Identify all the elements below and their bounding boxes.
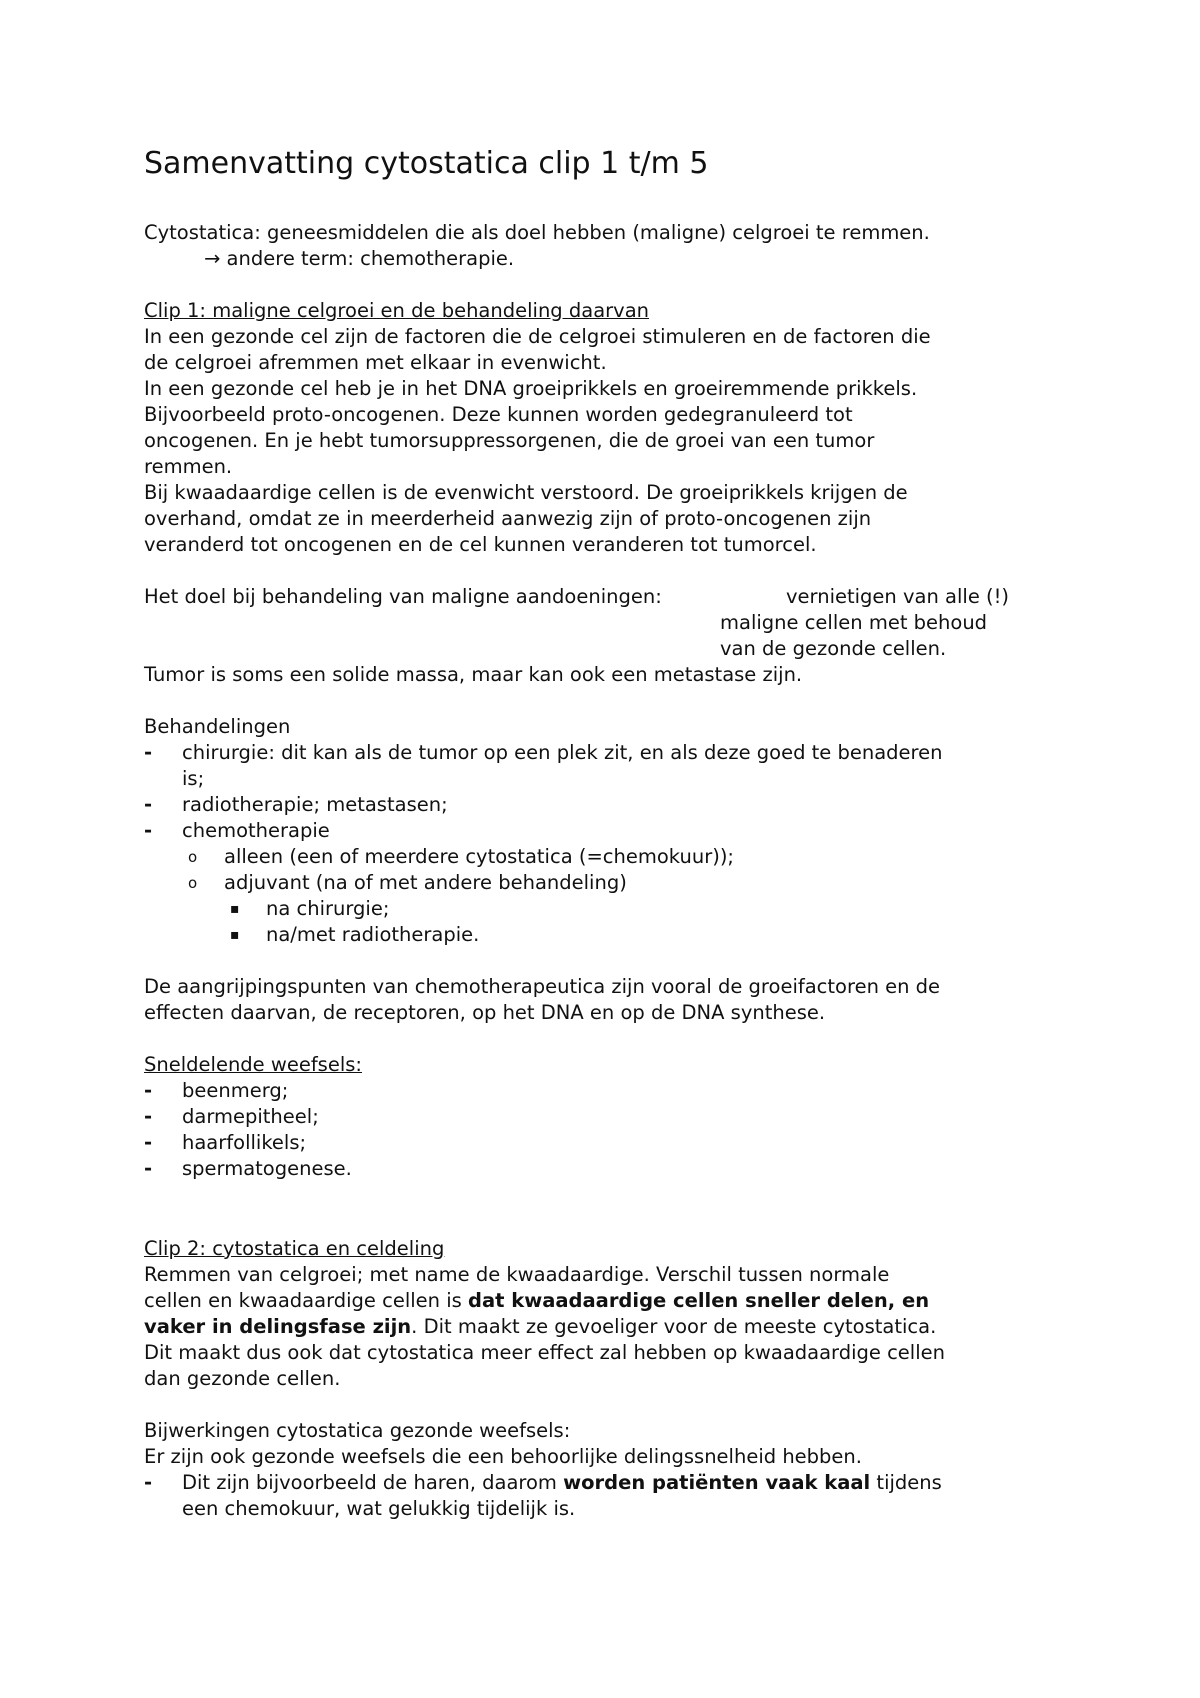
intro-term: andere term: chemotherapie. — [226, 247, 515, 270]
dash-bullet: - — [144, 1131, 153, 1154]
bold-text: worden patiënten vaak kaal — [563, 1471, 871, 1494]
goal-text: vernietigen van alle (!) — [786, 585, 1010, 608]
goal-text: van de gezonde cellen. — [720, 637, 947, 660]
paragraph-line — [144, 1288, 929, 1314]
list-item-text: adjuvant (na of met andere behandeling) — [224, 871, 627, 894]
paragraph-line: overhand, omdat ze in meerderheid aanwezig zijn of proto-oncogenen zijn — [144, 507, 872, 530]
circle-bullet: o — [188, 874, 198, 892]
list-item-text: haarfollikels; — [182, 1131, 307, 1154]
list-item-continuation: is; — [182, 767, 205, 790]
arrow-icon: → — [204, 247, 221, 270]
clip2-heading: Clip 2: cytostatica en celdeling — [144, 1237, 445, 1260]
text-run: Dit zijn bijvoorbeeld de haren, daarom — [182, 1471, 564, 1494]
list-item-text: beenmerg; — [182, 1079, 289, 1102]
list-item-text: chemotherapie — [182, 819, 330, 842]
dash-bullet: - — [144, 1079, 153, 1102]
dash-bullet: - — [144, 1105, 153, 1128]
list-item-text: na chirurgie; — [266, 897, 390, 920]
clip1-heading: Clip 1: maligne celgroei en de behandeling daarvan — [144, 299, 650, 322]
page-title: Samenvatting cytostatica clip 1 t/m 5 — [144, 146, 709, 181]
intro-line: Cytostatica: geneesmiddelen die als doel hebben (maligne) celgroei te remmen. — [144, 221, 930, 244]
list-item-text: radiotherapie; metastasen; — [182, 793, 448, 816]
paragraph-line: Remmen van celgroei; met name de kwaadaardige. Verschil tussen normale — [144, 1263, 890, 1286]
dash-bullet: - — [144, 793, 153, 816]
goal-label: Het doel bij behandeling van maligne aandoeningen: — [144, 585, 662, 608]
list-item-text: alleen (een of meerdere cytostatica (=chemokuur)); — [224, 845, 734, 868]
list-item-text: chirurgie: dit kan als de tumor op een plek zit, en als deze goed te benaderen — [182, 741, 943, 764]
paragraph-line: dan gezonde cellen. — [144, 1367, 341, 1390]
paragraph-line: In een gezonde cel heb je in het DNA groeiprikkels en groeiremmende prikkels. — [144, 377, 918, 400]
tumor-line: Tumor is soms een solide massa, maar kan ook een metastase zijn. — [144, 663, 803, 686]
list-item-text: spermatogenese. — [182, 1157, 352, 1180]
rapid-tissues-heading: Sneldelende weefsels: — [144, 1053, 362, 1076]
paragraph-line: Er zijn ook gezonde weefsels die een behoorlijke delingssnelheid hebben. — [144, 1445, 862, 1468]
dash-bullet: - — [144, 1157, 153, 1180]
treatments-heading: Behandelingen — [144, 715, 291, 738]
paragraph-line: oncogenen. En je hebt tumorsuppressorgenen, die de groei van een tumor — [144, 429, 875, 452]
paragraph-line: de celgroei afremmen met elkaar in evenwicht. — [144, 351, 607, 374]
intro-arrow-line — [204, 246, 514, 272]
text-run: tijdens — [870, 1471, 942, 1494]
bold-text: vaker in delingsfase zijn — [144, 1315, 412, 1338]
square-bullet: ▪ — [230, 901, 240, 917]
paragraph-line: De aangrijpingspunten van chemotherapeutica zijn vooral de groeifactoren en de — [144, 975, 941, 998]
paragraph-line: remmen. — [144, 455, 233, 478]
bold-text: dat kwaadaardige cellen sneller delen, en — [468, 1289, 930, 1312]
text-run: cellen en kwaadaardige cellen is — [144, 1289, 469, 1312]
paragraph-line: Bijvoorbeeld proto-oncogenen. Deze kunnen worden gedegranuleerd tot — [144, 403, 853, 426]
paragraph-line: In een gezonde cel zijn de factoren die de celgroei stimuleren en de factoren die — [144, 325, 931, 348]
circle-bullet: o — [188, 848, 198, 866]
paragraph-line: Dit maakt dus ook dat cytostatica meer effect zal hebben op kwaadaardige cellen — [144, 1341, 945, 1364]
paragraph-line: effecten daarvan, de receptoren, op het DNA en op de DNA synthese. — [144, 1001, 826, 1024]
paragraph-line: veranderd tot oncogenen en de cel kunnen veranderen tot tumorcel. — [144, 533, 817, 556]
text-run: . Dit maakt ze gevoeliger voor de meeste cytostatica. — [411, 1315, 937, 1338]
side-effects-heading: Bijwerkingen cytostatica gezonde weefsels: — [144, 1419, 571, 1442]
list-item-text — [182, 1470, 942, 1496]
goal-text: maligne cellen met behoud — [720, 611, 988, 634]
dash-bullet: - — [144, 1471, 153, 1494]
paragraph-line — [144, 1314, 936, 1340]
square-bullet: ▪ — [230, 927, 240, 943]
dash-bullet: - — [144, 741, 153, 764]
list-item-text: darmepitheel; — [182, 1105, 319, 1128]
list-item-continuation: een chemokuur, wat gelukkig tijdelijk is. — [182, 1497, 576, 1520]
paragraph-line: Bij kwaadaardige cellen is de evenwicht verstoord. De groeiprikkels krijgen de — [144, 481, 908, 504]
dash-bullet: - — [144, 819, 153, 842]
list-item-text: na/met radiotherapie. — [266, 923, 480, 946]
